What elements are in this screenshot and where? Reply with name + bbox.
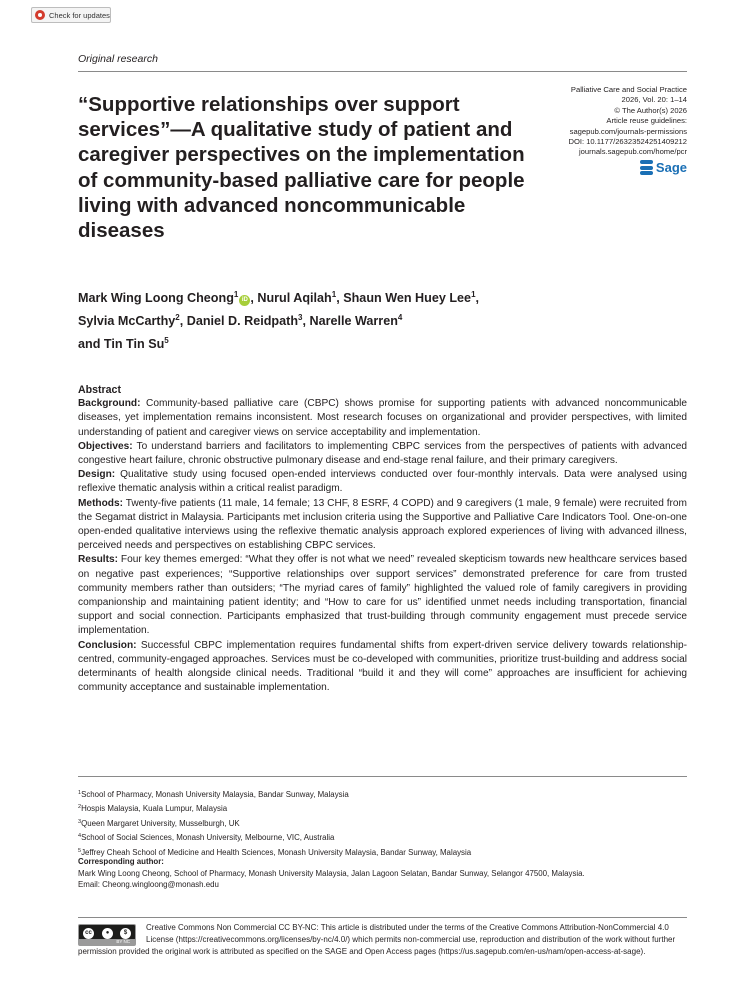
orcid-icon[interactable]: iD [239, 295, 250, 306]
journal-name: Palliative Care and Social Practice [570, 85, 687, 94]
reuse-label: Article reuse guidelines: [606, 116, 687, 126]
abstract-conclusion [78, 639, 687, 696]
affiliation-item: $^3$Queen Margaret University, Musselburgh, UK [78, 818, 240, 828]
abstract [78, 383, 687, 695]
author-affiliation-ref: 1 [233, 290, 239, 299]
affiliation-item: $^5$Jeffrey Cheah School of Medicine and Health Sciences, Monash University Malaysia, Bandar Sunway, Malaysia [78, 847, 472, 857]
journal-homepage-link[interactable]: journals.sagepub.com/home/pcr [578, 147, 687, 157]
abstract-methods [78, 497, 687, 554]
abstract-design [78, 468, 687, 496]
corresponding-heading: Corresponding author: [78, 857, 164, 866]
sage-logo [640, 160, 687, 175]
cc-icon: cc [82, 927, 95, 940]
sage-logo-text: Sage [655, 160, 687, 175]
affiliations [78, 787, 687, 859]
sage-s-icon [640, 160, 653, 175]
permissions-link[interactable]: sagepub.com/journals-permissions [569, 126, 687, 136]
author-name: Tin Tin Su [103, 337, 165, 351]
affiliation-item: $^1$School of Pharmacy, Monash University Malaysia, Bandar Sunway, Malaysia [78, 790, 349, 799]
affiliations-divider [78, 776, 687, 777]
cc-badge-caption: BY NC [79, 939, 135, 945]
section-text: Four key themes emerged: “What they offer is not what we need” revealed skepticism towards new healthcare services based on negative past experiences; “Supportive relationships over support services” demonstrated preference for care from trusted community members rather than outsiders; “The myriad cares of family” highlighted the valued role of family caregivers in providing companionship and maintaining patient identity; and “How to care for us” identified unmet needs including transportation, financial support and social connection. Participants emphasized that trust-building through community engagement must precede service implementation. [78, 554, 687, 637]
section-text: Qualitative study using focused open-ended interviews conducted over four-monthly intervals. Data were analysed using reflexive thematic analysis within a critical realist paradigm. [78, 469, 687, 495]
author-name: Sylvia McCarthy [78, 314, 176, 328]
journal-volume: 2026, Vol. 20: 1–14 [621, 95, 687, 105]
corresponding-email[interactable]: Email: Cheong.wingloong@monash.edu [78, 880, 219, 890]
affiliation-item: $^2$Hospis Malaysia, Kuala Lumpur, Malaysia [78, 804, 228, 814]
header-divider [78, 71, 687, 72]
author-affiliation-ref: 3 [298, 313, 303, 322]
section-label: Results: [78, 554, 118, 566]
author-affiliation-ref: 4 [397, 313, 403, 322]
section-text: To understand barriers and facilitators to implementing CBPC services from the perspectives of patients with advanced congestive heart failure, chronic obstructive pulmonary disease and end-stage renal failure, and their primary caregivers. [78, 440, 687, 467]
journal-copyright: © The Author(s) 2026 [614, 105, 687, 115]
abstract-heading: Abstract [78, 384, 121, 396]
section-text: Community-based palliative care (CBPC) shows promise for supporting patients with advanced noncommunicable diseases, yet implementation remains inconsistent. Most research focuses on organizational and provider perspectives, with limited understanding of patient and caregiver views on service acceptability and implementation. [78, 398, 687, 438]
section-label: Methods: [78, 497, 123, 509]
author-name: Daniel D. Reidpath [186, 314, 299, 328]
author-name: Mark Wing Loong Cheong [78, 291, 234, 305]
author-name: Nurul Aqilah [257, 291, 332, 305]
article-title: “Supportive relationships over support services”—A qualitative study of patient and caregiver perspectives on the implementation of community-based palliative care for people living with advanced noncommunicable diseases [78, 93, 525, 243]
by-icon: ● [101, 927, 114, 940]
license-divider [78, 917, 687, 918]
license-text: Creative Commons Non Commercial CC BY-NC: This article is distributed under the terms of the Creative Commons Attribution-NonCommercial 4.0 License (https://creativecommons.org/licenses/by-nc/4.0/) which permits non-commercial use, reproduction and distribution of the work without further permission provided the original work is attributed as specified on the SAGE and Open Access pages (https://us.sagepub.com/en-us/nam/open-access-at-sage). [78, 923, 676, 957]
nc-icon: $ [119, 927, 132, 940]
section-label: Conclusion: [78, 639, 137, 651]
author-name: Narelle Warren [309, 314, 398, 328]
section-label: Objectives: [78, 440, 133, 452]
section-label: Background: [78, 398, 141, 410]
author-name: Shaun Wen Huey Lee [343, 291, 472, 305]
author-affiliation-ref: 1 [471, 290, 476, 299]
doi-link[interactable]: DOI: 10.1177/26323524251409212 [568, 137, 687, 147]
license-block [78, 922, 687, 959]
author-list: Mark Wing Loong Cheong$^1$iD , Nurul Aqilah$^1$, Shaun Wen Huey Lee$^1$, Sylvia McCarthy$^2$, Daniel D. Reidpath$^3$, Narelle Warren$^4$ and Tin Tin Su$^5$ [78, 290, 480, 351]
section-label: Design: [78, 469, 116, 481]
corresponding-author [78, 856, 687, 891]
article-type: Original research [78, 53, 158, 65]
author-affiliation-ref: 1 [331, 290, 337, 299]
check-for-updates-button[interactable] [31, 7, 111, 23]
check-updates-label: Check for updates [49, 10, 110, 20]
affiliation-item: $^4$School of Social Sciences, Monash University, Melbourne, VIC, Australia [78, 833, 335, 843]
abstract-results [78, 553, 687, 638]
author-affiliation-ref: 2 [175, 313, 180, 322]
section-text: Successful CBPC implementation requires fundamental shifts from expert-driven service delivery towards relationship-centred, community-engaged approaches. Services must be co-developed with communities, prioritize trust-building and address social determinants of health alongside clinical needs. Traditional “build it and they will come” approaches are insufficient for achieving community acceptance and sustainable implementation. [78, 639, 687, 694]
check-updates-icon [35, 10, 45, 20]
cc-by-nc-badge-icon[interactable] [78, 924, 136, 946]
corresponding-address: Mark Wing Loong Cheong, School of Pharmacy, Monash University Malaysia, Jalan Lagoon Selatan, Bandar Sunway, Selangor 47500, Malaysia. [78, 868, 585, 878]
abstract-objectives [78, 440, 687, 468]
author-affiliation-ref: 5 [164, 336, 169, 345]
abstract-background [78, 397, 687, 440]
section-text: Twenty-five patients (11 male, 14 female; 13 CHF, 8 ESRF, 4 COPD) and 9 caregivers (1 male, 9 female) were recruited from the Segamat district in Malaysia. Participants met inclusion criteria using the Supportive and Palliative Care Indicators Tool. One-on-one open-ended qualitative interviews using the reflexive thematic analysis approach explored experiences of living with advanced illness, perceived needs and perspectives on establishing CBPC services. [78, 497, 687, 552]
